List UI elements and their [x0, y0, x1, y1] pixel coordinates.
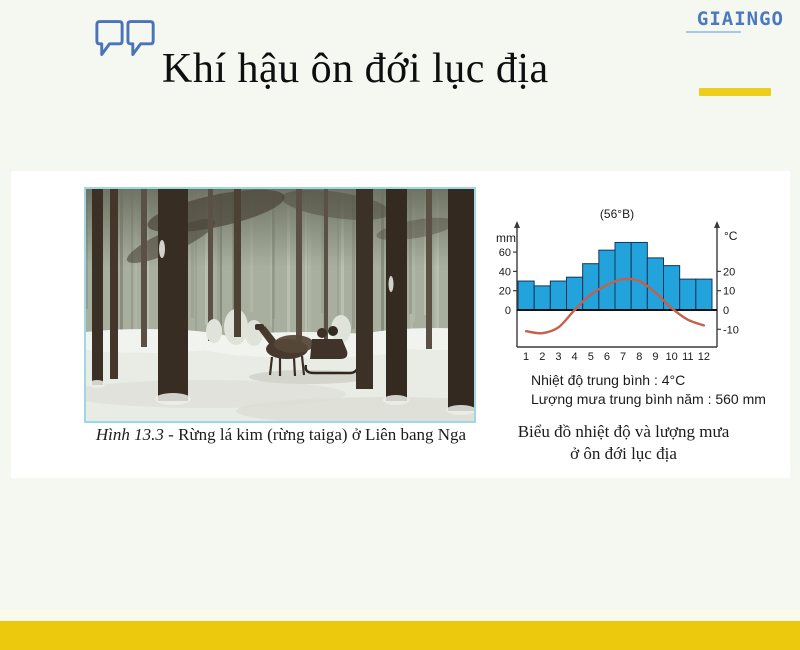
- logo-underline: [686, 31, 741, 33]
- mean-temperature: Nhiệt độ trung bình : 4°C: [531, 372, 686, 388]
- month-label: 3: [555, 351, 562, 363]
- chart-stats: [531, 371, 771, 409]
- site-logo[interactable]: [684, 8, 784, 33]
- left-tick-label: 60: [498, 247, 511, 260]
- right-tick-label: 20: [723, 266, 736, 279]
- precip-bar: [696, 279, 712, 310]
- page-title: Khí hậu ôn đới lục địa: [162, 46, 549, 92]
- right-tick-label: 10: [723, 285, 736, 298]
- month-label: 2: [539, 351, 546, 363]
- footer-cream-strip: [0, 609, 800, 621]
- footer-yellow-strip: [0, 621, 800, 650]
- chart-caption: [496, 421, 751, 465]
- precip-bar: [550, 281, 566, 310]
- right-axis-arrow: [714, 221, 720, 228]
- precip-bar: [534, 286, 550, 310]
- taiga-photo-scene: [86, 189, 474, 421]
- taiga-photo: [84, 187, 476, 423]
- month-label: 7: [620, 351, 627, 363]
- month-label: 9: [652, 351, 659, 363]
- left-tick-label: 20: [498, 285, 511, 298]
- month-label: 4: [571, 351, 578, 363]
- logo-text: GIAINGO: [696, 8, 784, 30]
- left-tick-label: 0: [504, 305, 511, 317]
- right-tick-label: 0: [723, 305, 730, 317]
- photo-caption: [31, 425, 531, 445]
- left-tick-label: 40: [498, 266, 511, 279]
- figure-caption-text: - Rừng lá kim (rừng taiga) ở Liên bang Nga: [163, 425, 467, 444]
- precip-bar: [647, 258, 663, 310]
- figure-panel: [11, 171, 790, 478]
- right-tick-label: -10: [723, 324, 739, 337]
- chart-caption-line2: ở ôn đới lục địa: [570, 444, 677, 463]
- latitude-label: (56°B): [599, 207, 635, 221]
- precip-bar: [583, 264, 599, 310]
- precip-bar: [518, 281, 534, 310]
- month-label: 12: [697, 351, 711, 363]
- mm-axis-label: mm: [496, 231, 516, 245]
- precip-bar: [615, 242, 631, 310]
- double-quote-icon: [93, 16, 159, 62]
- precip-bar: [680, 279, 696, 310]
- precip-bar: [631, 242, 647, 310]
- left-axis-arrow: [514, 221, 520, 228]
- climate-chart: [488, 204, 758, 369]
- month-label: 11: [682, 351, 694, 363]
- figure-number: Hình 13.3: [95, 425, 164, 444]
- annual-precipitation: Lượng mưa trung bình năm : 560 mm: [531, 391, 766, 407]
- yellow-accent-bar: [699, 88, 771, 96]
- precip-bar: [599, 250, 615, 310]
- month-label: 6: [603, 351, 610, 363]
- month-label: 8: [636, 351, 643, 363]
- month-label: 10: [665, 351, 678, 363]
- chart-caption-line1: Biểu đồ nhiệt độ và lượng mưa: [517, 422, 730, 441]
- month-label: 1: [523, 351, 530, 363]
- month-label: 5: [587, 351, 594, 363]
- celsius-axis-label: °C: [724, 229, 738, 243]
